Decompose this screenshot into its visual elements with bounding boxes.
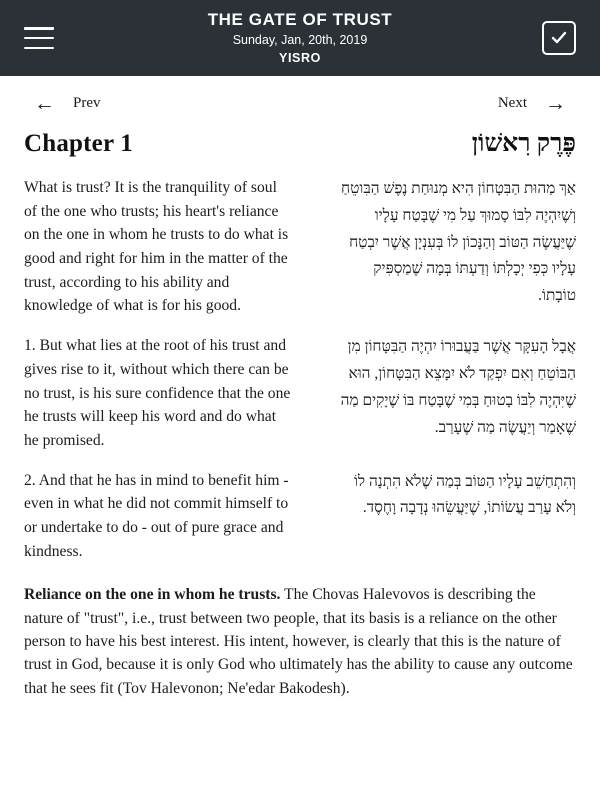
paragraph-english: What is trust? It is the tranquility of soul of the one who trusts; his heart's reliance on the one in whom he trusts to do what is good and right for him in the matter of the trust, according to his ability and knowledge of what is for his good. <box>24 179 289 315</box>
app-header <box>0 0 600 76</box>
next-label: Next <box>497 94 527 111</box>
commentary-body: The Chovas Halevovos is describing the nature of "trust", i.e., trust between two people, that its basis is a reliance on the other person to have his best interest. His intent, however, is clearly that this is the nature of trust in God, because it is only God who ultimately has the ability to cause any outcome that he sees fit (Tov Halevonon; Ne'edar Bakodesh). <box>24 586 573 697</box>
header-parsha: YISRO <box>279 51 321 66</box>
paragraph-row <box>24 469 576 564</box>
commentary-lead: Reliance on the one in whom he trusts. <box>24 586 281 604</box>
arrow-right-icon: → <box>545 90 566 115</box>
paragraph-english: 1. But what lies at the root of his trust and gives rise to it, without which there can be no trust, is his sure confidence that the one he trusts will keep his word and do what he promised. <box>24 337 291 449</box>
chapter-heading-english: Chapter 1 <box>24 130 133 157</box>
menu-bar-2 <box>24 37 54 40</box>
header-date: Sunday, Jan, 20th, 2019 <box>232 32 368 47</box>
menu-bar-1 <box>24 27 54 30</box>
chapter-navigation <box>0 76 600 130</box>
menu-bar-3 <box>24 47 54 50</box>
header-titles <box>208 9 393 67</box>
hamburger-menu-icon[interactable] <box>24 27 54 49</box>
prev-button[interactable] <box>34 90 101 115</box>
paragraph-row <box>24 334 576 452</box>
next-button[interactable] <box>497 90 566 115</box>
paragraph-hebrew: אֲבָל הָעִקָּר אֲשֶׁר בַּעֲבוּרוֹ יִהְיֶה הַבִּטָּחוֹן מִן הַבּוֹטֵחַ וְאִם יִפְקַד לֹא יִמָּצֵא הַבִּטָּחוֹן, הוּא שֶׁיִּהְיֶה לִבּוֹ בָטוּחַ בְּמִי שֶׁבָּטַח בּוֹ שֶׁיָקִים מַה שֶׁאָמַר וְיַעֲשֶׂה מַה שֶׁעָרַב. <box>340 338 576 436</box>
arrow-left-icon: ← <box>34 90 55 115</box>
paragraph-hebrew: אַךְ מַהוּת הַבִּטָחוֹן הִיא מְנוּחַת נֶפֶשׁ הַבִּוטֵחַ וְשֶׁיִהְיֶה לִבּוֹ סָמוּךְ עַל מִי שֶׁבָּטַח עָלָיו שֶׁיַּעֲשֶׂה הַטּוֹב וְהַנָּכוֹן לוֹ בְּעִנְיָן אֲשֶׁר יִבְטַח עָלָיו כְּפִי יְכָלְתּוֹ וְדַעְתּוֹ בְּמָה שֶׁמַסְפִּיק טוֹבָתוֹ. <box>341 180 576 305</box>
document-content <box>0 130 600 563</box>
commentary-block <box>0 583 600 700</box>
chapter-heading-hebrew: פֶּרֶק רִאשׁוֹן <box>471 130 576 157</box>
page-title: THE GATE OF TRUST <box>207 10 393 30</box>
paragraph-row <box>24 176 576 318</box>
prev-label: Prev <box>73 94 101 111</box>
paragraph-hebrew: וְהִתְחַשֵׁב עָלָיו הַטּוֹב בְּמַה שֶׁלֹא הִתְנָה לוֹ וְלֹא עָרַב עֲשׂוֹתוֹ, שֶׁיַּעֲשֵׂהוּ נְדָבָה וָחֶסֶד. <box>353 472 576 517</box>
chapter-heading <box>24 130 576 158</box>
check-glyph <box>550 29 568 47</box>
checkbox-bookmark-icon[interactable] <box>542 21 576 55</box>
paragraph-english: 2. And that he has in mind to benefit him - even in what he did not commit himself to or undertake to do - out of pure grace and kindness. <box>24 471 289 560</box>
